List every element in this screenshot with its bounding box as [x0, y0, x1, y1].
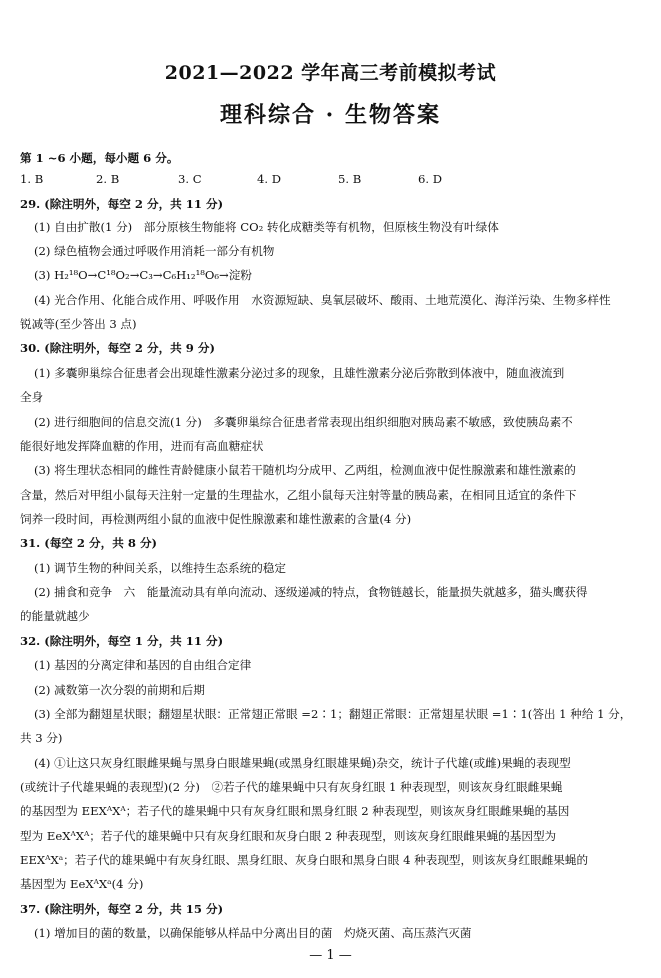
- mc-header: 第 1 ~6 小题，每小题 6 分。: [20, 151, 179, 165]
- q32-line-6: (或统计子代雄果蝇的表现型)(2 分) ②若子代的雄果蝇中只有灰身红眼 1 种表现型，则该灰身红眼雌果蝇: [20, 780, 563, 794]
- q32-line-3: (3) 全部为翻翅星状眼；翻翅星状眼：正常翅正常眼 =2∶1；翻翅正常眼：正常翅星状眼 =1∶1(答出 1 种给 1 分，: [34, 707, 632, 721]
- q32-line-4: 共 3 分): [20, 731, 63, 745]
- mc-answer-6: 6. D: [418, 172, 443, 186]
- q30-line-7: 饲养一段时间，再检测两组小鼠的血液中促性腺激素和雄性激素的含量(4 分): [20, 512, 412, 526]
- q31-line-3: 的能量就越少: [20, 609, 90, 623]
- mc-answer-3: 3. C: [178, 172, 202, 186]
- exam-title: 2021—2022 学年高三考前模拟考试: [164, 62, 497, 84]
- q30-line-4: 能很好地发挥降血糖的作用，进而有高血糖症状: [20, 439, 264, 453]
- q29-line-4: (4) 光合作用、化能合成作用、呼吸作用 水资源短缺、臭氧层破坏、酸雨、土地荒漠化、海洋污染、生物多样性: [34, 293, 611, 307]
- q30-header: 30. (除注明外，每空 2 分，共 9 分): [20, 341, 215, 355]
- q32-line-8: 型为 EeXᴬXᴬ；若子代的雄果蝇中只有灰身红眼和灰身白眼 2 种表现型，则该灰身红眼雌果蝇的基因型为: [20, 829, 557, 843]
- q29-line-5: 锐减等(至少答出 3 点): [20, 317, 137, 331]
- q30-line-3: (2) 进行细胞间的信息交流(1 分) 多囊卵巢综合征患者常表现出组织细胞对胰岛素不敏感，致使胰岛素不: [34, 415, 573, 429]
- q37-line-1: (1) 增加目的菌的数量，以确保能够从样品中分离出目的菌 灼烧灭菌、高压蒸汽灭菌: [34, 926, 472, 940]
- page-number: — 1 —: [309, 948, 352, 963]
- q31-header: 31. (每空 2 分，共 8 分): [20, 536, 158, 550]
- q29-line-3: (3) H₂¹⁸O→C¹⁸O₂→C₃→C₆H₁₂¹⁸O₆→淀粉: [34, 268, 252, 282]
- mc-answer-4: 4. D: [257, 172, 282, 186]
- q32-line-7: 的基因型为 EEXᴬXᴬ；若子代的雄果蝇中只有灰身红眼和黑身红眼 2 种表现型，则该灰身红眼雌果蝇的基因: [20, 804, 570, 818]
- q31-line-2: (2) 捕食和竞争 六 能量流动具有单向流动、逐级递减的特点，食物链越长，能量损失就越多，猫头鹰获得: [34, 585, 588, 599]
- q30-line-2: 全身: [20, 390, 44, 404]
- q32-line-1: (1) 基因的分离定律和基因的自由组合定律: [34, 658, 252, 672]
- q30-line-5: (3) 将生理状态相同的雌性青龄健康小鼠若干随机均分成甲、乙两组，检测血液中促性腺激素和雄性激素的: [34, 463, 576, 477]
- q30-line-6: 含量，然后对甲组小鼠每天注射一定量的生理盐水，乙组小鼠每天注射等量的胰岛素，在相同且适宜的条件下: [20, 488, 577, 502]
- mc-answer-5: 5. B: [338, 172, 362, 186]
- q32-line-2: (2) 减数第一次分裂的前期和后期: [34, 683, 205, 697]
- mc-answer-1: 1. B: [20, 172, 44, 186]
- q32-line-10: 基因型为 EeXᴬXᵃ(4 分): [20, 877, 144, 891]
- q31-line-1: (1) 调节生物的种间关系，以维持生态系统的稳定: [34, 561, 286, 575]
- subject-subtitle: 理科综合 · 生物答案: [220, 102, 441, 128]
- q32-line-9: EEXᴬXᵃ；若子代的雄果蝇中有灰身红眼、黑身红眼、灰身白眼和黑身白眼 4 种表现型，则该灰身红眼雌果蝇的: [20, 853, 589, 867]
- mc-answer-2: 2. B: [96, 172, 120, 186]
- q32-header: 32. (除注明外，每空 1 分，共 11 分): [20, 634, 224, 648]
- q29-header: 29. (除注明外，每空 2 分，共 11 分): [20, 197, 224, 211]
- q32-line-5: (4) ①让这只灰身红眼雌果蝇与黑身白眼雄果蝇(或黑身红眼雄果蝇)杂交，统计子代雄(或雌)果蝇的表现型: [34, 756, 571, 770]
- q30-line-1: (1) 多囊卵巢综合征患者会出现雄性激素分泌过多的现象，且雄性激素分泌后弥散到体液中，随血液流到: [34, 366, 565, 380]
- q29-line-2: (2) 绿色植物会通过呼吸作用消耗一部分有机物: [34, 244, 275, 258]
- q29-line-1: (1) 自由扩散(1 分) 部分原核生物能将 CO₂ 转化成糖类等有机物，但原核生物没有叶绿体: [34, 220, 499, 234]
- q37-header: 37. (除注明外，每空 2 分，共 15 分): [20, 902, 224, 916]
